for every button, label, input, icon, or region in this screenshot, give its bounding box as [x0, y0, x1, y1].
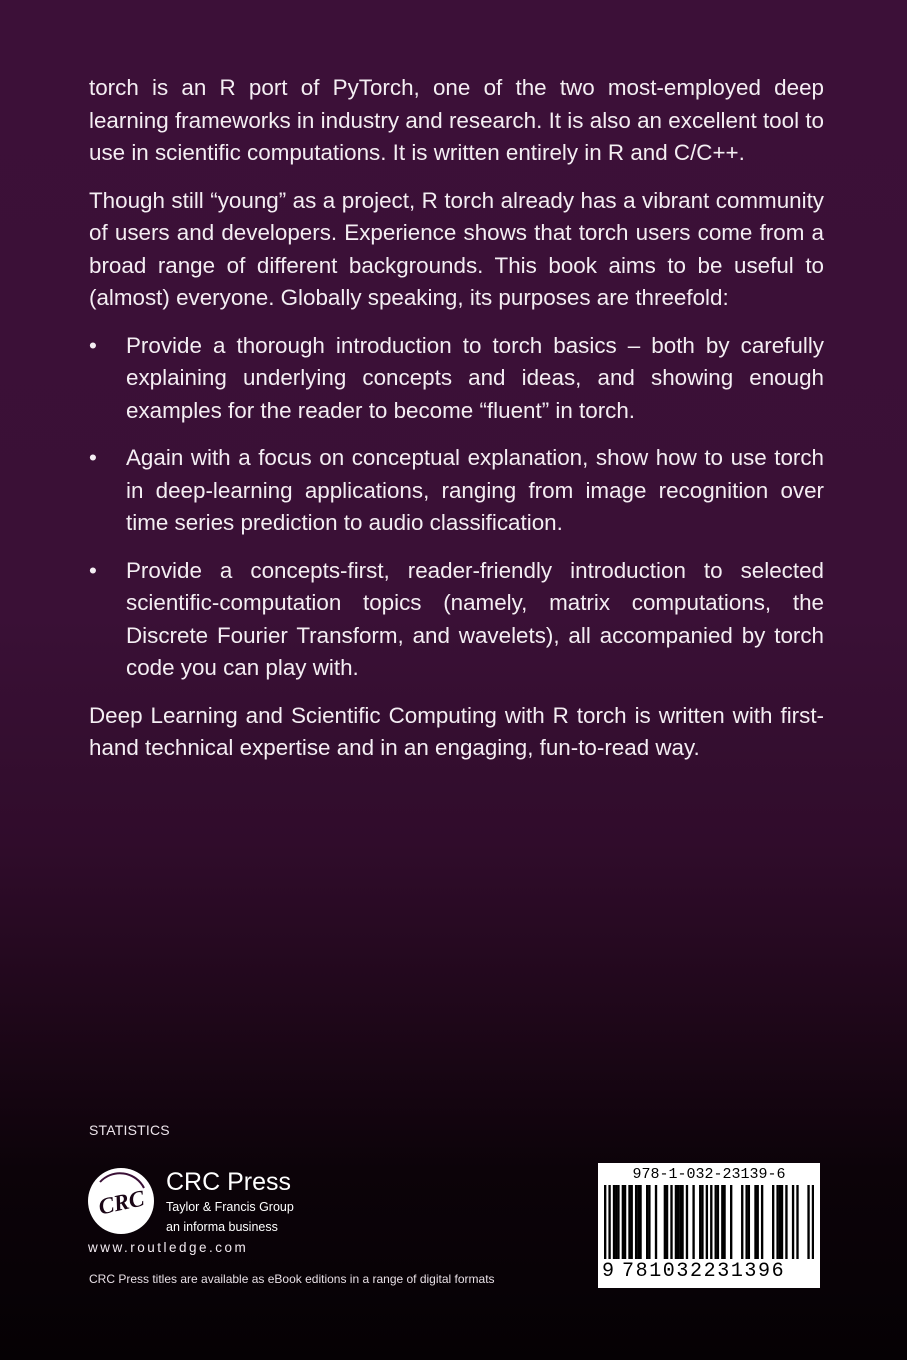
barcode-bar [624, 1185, 626, 1259]
audience-paragraph: Though still “young” as a project, R torch already has a vibrant community of users and developers. Experience shows that torch users come from a broad range of different backgrounds. This book aims to be useful to (almost) everyone. Globally speaking, its purposes are threefold: [89, 187, 824, 310]
barcode-bar [664, 1185, 666, 1259]
barcode-bar [613, 1185, 615, 1259]
barcode-bar [757, 1185, 759, 1259]
barcode-bar [701, 1185, 703, 1259]
barcode-bar [699, 1185, 701, 1259]
barcode-bar [608, 1185, 610, 1259]
crc-logo-icon [86, 1166, 156, 1236]
purpose-item-1 [89, 330, 824, 428]
barcode-bar [781, 1185, 783, 1259]
barcode-bar [639, 1185, 641, 1259]
barcode-bar [617, 1185, 619, 1259]
ean-remaining-digits: 781032231396 [622, 1260, 786, 1283]
subject-category: STATISTICS [89, 1122, 170, 1138]
barcode-bar [792, 1185, 794, 1259]
barcode-bar [622, 1185, 624, 1259]
barcode-bar [723, 1185, 725, 1259]
publisher-group: Taylor & Francis Group [166, 1200, 294, 1214]
barcode-bar [717, 1185, 719, 1259]
barcode-bar [741, 1185, 743, 1259]
barcode-bar [686, 1185, 688, 1259]
barcode-bar [679, 1185, 681, 1259]
purpose-item-2 [89, 442, 824, 540]
barcode-bar [675, 1185, 677, 1259]
barcode-bar [772, 1185, 774, 1259]
bullet-icon: • [89, 445, 97, 470]
barcode-bar [710, 1185, 712, 1259]
barcode-bar [681, 1185, 683, 1259]
barcode-bar [807, 1185, 809, 1259]
barcode-bar [635, 1185, 637, 1259]
barcode-bar [655, 1185, 657, 1259]
barcode-bar [730, 1185, 732, 1259]
back-cover-blurb [89, 72, 824, 780]
barcode-bar [631, 1185, 633, 1259]
purpose-item-3 [89, 555, 824, 685]
intro-paragraph: torch is an R port of PyTorch, one of the two most-employed deep learning frameworks in industry and research. It is also an excellent tool to use in scientific computations. It is written entirely in R and C/C++. [89, 75, 824, 165]
purpose-text-3: Provide a concepts-first, reader-friendly introduction to selected scientific-computation topics (namely, matrix computations, the Discrete Fourier Transform, and wavelets), all accompanied by torch code you can play with. [126, 557, 824, 680]
ean-first-digit: 9 [602, 1260, 615, 1283]
publisher-block [86, 1166, 446, 1238]
closing-paragraph: Deep Learning and Scientific Computing with R torch is written with first-hand technical expertise and in an engaging, fun-to-read way. [89, 702, 824, 760]
barcode-bar [785, 1185, 787, 1259]
barcode-bar [615, 1185, 617, 1259]
barcode-bar [628, 1185, 630, 1259]
barcode-bar [796, 1185, 798, 1259]
barcode-bars [604, 1185, 814, 1259]
purpose-text-2: Again with a focus on conceptual explanation, show how to use torch in deep-learning applications, ranging from image recognition over time series prediction to audio classification. [126, 445, 824, 535]
barcode-bar [670, 1185, 672, 1259]
publisher-name: CRC Press [166, 1168, 292, 1196]
barcode-bar [721, 1185, 723, 1259]
isbn-number: 978-1-032-23139-6 [632, 1166, 786, 1183]
barcode-bar [761, 1185, 763, 1259]
barcode-bar [677, 1185, 679, 1259]
barcode-bar [754, 1185, 756, 1259]
barcode-bar [776, 1185, 778, 1259]
purpose-text-1: Provide a thorough introduction to torch basics – both by carefully explaining underlying concepts and ideas, and showing enough examples for the reader to become “fluent” in torch. [126, 332, 824, 423]
website-link[interactable]: www.routledge.com [88, 1240, 249, 1255]
bullet-icon: • [89, 332, 97, 358]
barcode-bar [646, 1185, 648, 1259]
barcode-bar [604, 1185, 606, 1259]
barcode-bar [666, 1185, 668, 1259]
barcode-bar [715, 1185, 717, 1259]
isbn-barcode [598, 1163, 820, 1288]
barcode-bar [745, 1185, 747, 1259]
barcode-bar [779, 1185, 781, 1259]
barcode-bar [812, 1185, 814, 1259]
barcode-bar [748, 1185, 750, 1259]
barcode-bar [648, 1185, 650, 1259]
barcode-bar [692, 1185, 694, 1259]
barcode-bar [637, 1185, 639, 1259]
bullet-icon: • [89, 557, 97, 583]
publisher-business: an informa business [166, 1220, 278, 1234]
ebook-availability-note: CRC Press titles are available as eBook editions in a range of digital formats [89, 1272, 495, 1286]
barcode-bar [706, 1185, 708, 1259]
crc-logo-text: CRC [96, 1185, 147, 1220]
purpose-list [89, 330, 824, 685]
